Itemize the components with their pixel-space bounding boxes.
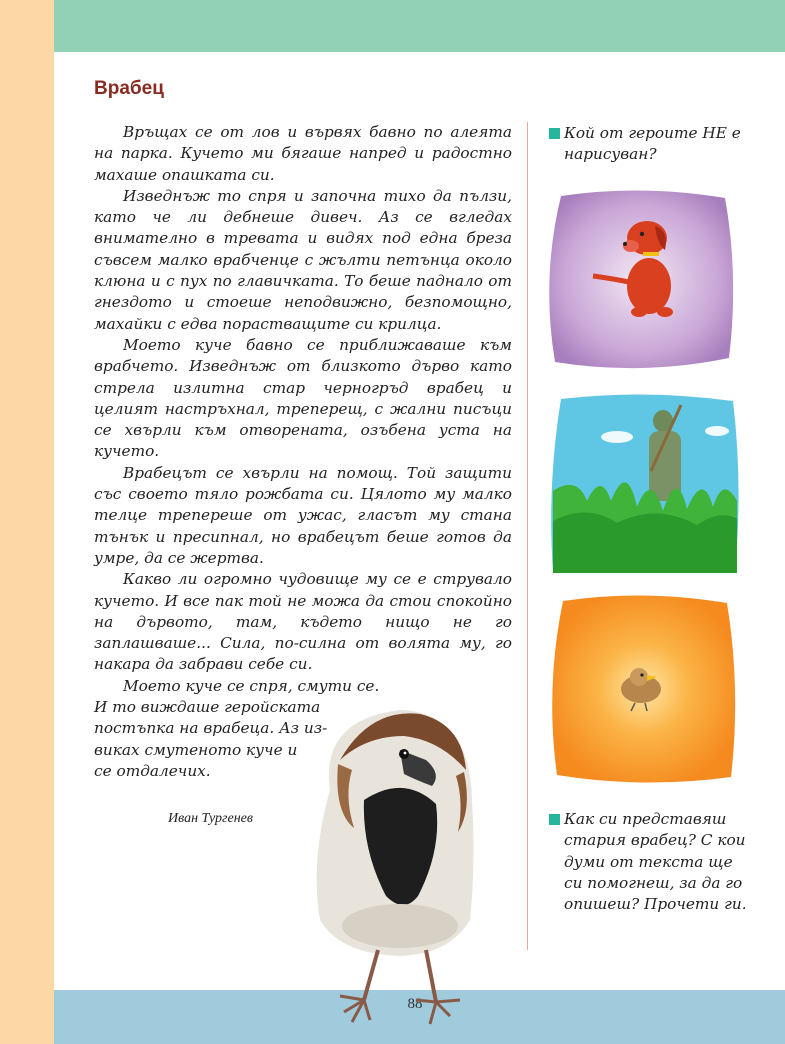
story-line: Моето куче се спря, смути се. [123,676,380,695]
author-name: Иван Тургенев [168,811,253,826]
story-line: виках смутеното куче и [94,740,298,759]
story-line: постъпка на врабеца. Аз из- [94,719,328,738]
page-title: Врабец [94,78,164,99]
question-2 [549,809,749,915]
chick-illustration [547,593,739,785]
story-paragraph: Моето куче бавно се приближаваше към врабчето. Изведнъж от близкото дърво като стрела излитна стар черногръд врабец и целият настръхнал, треперещ, с жални писъци се хвърли към отворената, озъбена уста на кучето. [94,335,512,461]
story-line: се отдалечих. [94,761,211,780]
story-paragraph: Изведнъж то спря и започна тихо да пълзи, като че ли дебнеше дивеч. Аз се вгледах внимателно в тревата и видях под една бреза съвсем малко врабченце с жълти петънца около клюна и с пух по главичката. То беше паднало от гнездото и стоеше неподвижно, безпомощно, махайки с едва порастващите си крилца. [94,186,512,333]
story-paragraph: Врабецът се хвърли на помощ. Той защити със своето тяло рожбата си. Цялото му малко телце трепереше от ужас, гласът му стана тънък и пресипнал, но врабецът беше готов да умре, да се жертва. [94,463,512,567]
square-bullet-icon [549,128,560,139]
dog-illustration [543,186,739,372]
story-paragraph: Какво ли огромно чудовище му се е струвало кучето. И все пак той не можа да стои спокойно на дървото, там, където нищо не го заплашваше... Сила, по-силна от волята му, го накара да забрави себе си. [94,570,512,674]
header-band [54,0,785,52]
question-1-text: Кой от героите НЕ е нарисуван? [564,124,741,164]
question-2-text: Как си представяш стария врабец? С кои думи от текста ще си помогнеш, за да го опишеш? Прочети ги. [564,810,747,914]
page-number: 88 [407,996,423,1012]
sparrow-photo [300,700,490,1044]
column-divider [527,122,528,950]
square-bullet-icon [549,814,560,825]
story-line: И то виждаше геройската [94,698,321,717]
left-margin-strip [0,0,54,1044]
story-paragraph [94,676,512,697]
hunter-illustration [547,391,743,577]
story-paragraph: Връщах се от лов и вървях бавно по алеята на парка. Кучето ми бягаше напред и радостно махаше опашката си. [94,123,512,184]
question-1 [549,123,749,166]
story-text [94,122,512,782]
